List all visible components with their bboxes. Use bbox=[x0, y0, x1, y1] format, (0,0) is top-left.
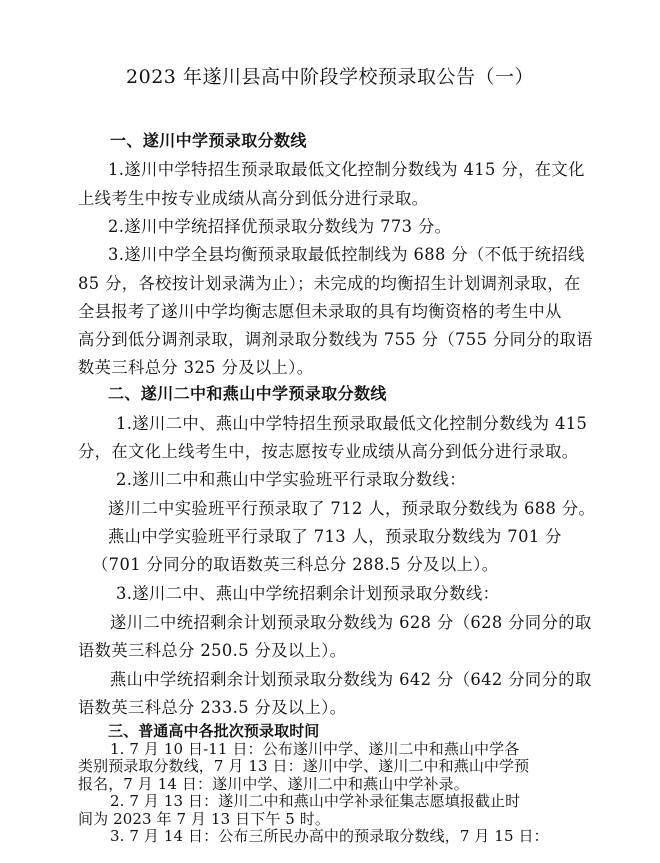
paragraph-line: 3.遂川中学全县均衡预录取最低控制线为 688 分（不低于统招线 bbox=[108, 245, 585, 264]
paragraph-line: 遂川二中实验班平行预录取了 712 人，预录取分数线为 688 分。 bbox=[108, 499, 596, 518]
paragraph-line: 高分到低分调剂录取，调剂录取分数线为 755 分（755 分同分的取语 bbox=[78, 330, 593, 349]
section-heading-1: 一、遂川中学预录取分数线 bbox=[110, 131, 307, 150]
paragraph-line: 2.遂川二中和燕山中学实验班平行录取分数线： bbox=[116, 470, 466, 489]
paragraph-line: 85 分，各校按计划录满为止）；未完成的均衡招生计划调剂录取，在 bbox=[78, 274, 581, 293]
paragraph-line: 3. 7 月 14 日：公布三所民办高中的预录取分数线，7 月 15 日： bbox=[110, 827, 549, 845]
paragraph-line: 数英三科总分 325 分及以上）。 bbox=[78, 358, 314, 377]
paragraph-line: 报名，7 月 14 日：遂川中学、遂川二中和燕山中学补录。 bbox=[78, 774, 469, 793]
paragraph-line: 语数英三科总分 233.5 分及以上）。 bbox=[78, 698, 347, 717]
paragraph-line: 1.遂川中学特招生预录取最低文化控制分数线为 415 分，在文化 bbox=[108, 160, 585, 179]
paragraph-line: 全县报考了遂川中学均衡志愿但未录取的具有均衡资格的考生中从 bbox=[78, 302, 562, 321]
paragraph-line: 遂川二中统招剩余计划预录取分数线为 628 分（628 分同分的取 bbox=[110, 613, 592, 632]
paragraph-line: 2. 7 月 13 日：遂川二中和燕山中学补录征集志愿填报截止时 bbox=[110, 792, 521, 810]
paragraph-line: 间为 2023 年 7 月 13 日下午 5 时。 bbox=[78, 809, 330, 828]
paragraph-line: 类别预录取分数线，7 月 13 日：遂川中学、遂川二中和燕山中学预 bbox=[78, 757, 530, 775]
paragraph-line: 语数英三科总分 250.5 分及以上）。 bbox=[78, 641, 347, 660]
paragraph-line: 燕山中学实验班平行录取了 713 人，预录取分数线为 701 分 bbox=[108, 527, 562, 546]
section-heading-2: 二、遂川二中和燕山中学预录取分数线 bbox=[108, 384, 387, 403]
paragraph-line: 燕山中学统招剩余计划预录取分数线为 642 分（642 分同分的取 bbox=[110, 670, 592, 689]
document-title: 2023 年遂川县高中阶段学校预录取公告（一） bbox=[126, 66, 534, 88]
paragraph-line: 3.遂川二中、燕山中学统招剩余计划预录取分数线： bbox=[116, 584, 500, 603]
section-heading-3: 三、普通高中各批次预录取时间 bbox=[108, 722, 320, 740]
paragraph-line: （701 分同分的取语数英三科总分 288.5 分及以上）。 bbox=[92, 555, 499, 574]
paragraph-line: 1. 7 月 10 日-11 日：公布遂川中学、遂川二中和燕山中学各 bbox=[110, 739, 520, 758]
paragraph-line: 分，在文化上线考生中，按志愿按专业成绩从高分到低分进行录取。 bbox=[78, 442, 579, 461]
paragraph-line: 2.遂川中学统招择优预录取分数线为 773 分。 bbox=[108, 217, 452, 236]
paragraph-line: 1.遂川二中、燕山中学特招生预录取最低文化控制分数线为 415 bbox=[116, 414, 588, 433]
paragraph-line: 上线考生中按专业成绩从高分到低分进行录取。 bbox=[78, 189, 429, 208]
